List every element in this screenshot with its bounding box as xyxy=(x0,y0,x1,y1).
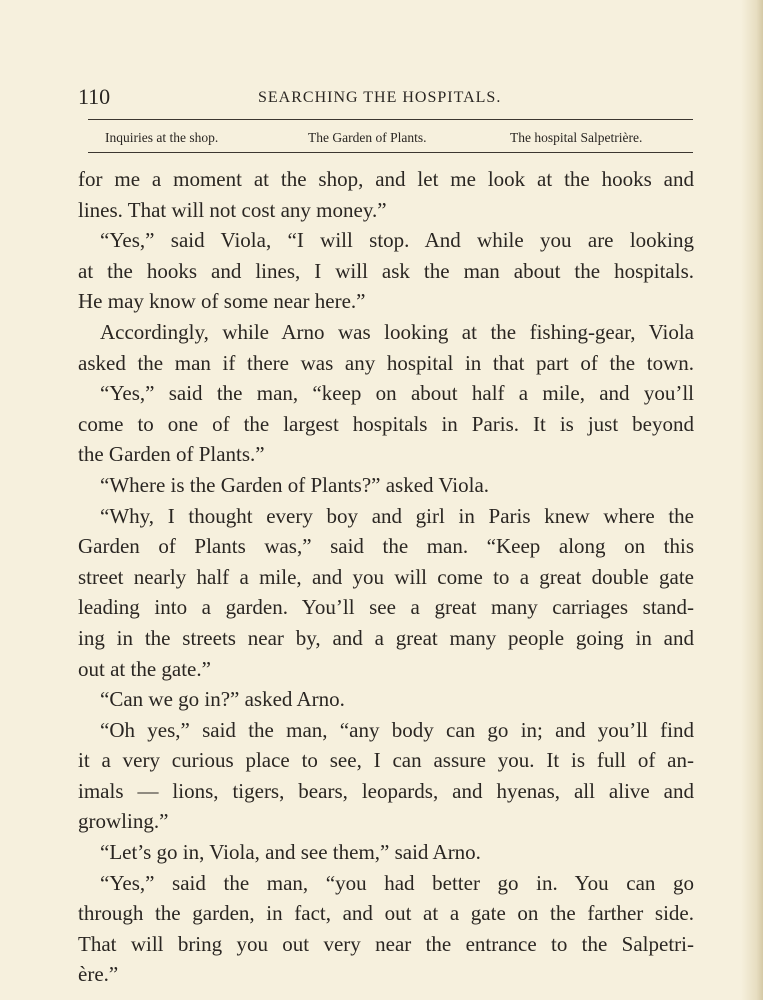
page-number: 110 xyxy=(78,84,111,109)
text-line: asked the man if there was any hospital in that part of the town. xyxy=(78,350,694,375)
text-line: imals — lions, tigers, bears, leopards, and hyenas, all alive and xyxy=(78,778,694,803)
text-line: lines. That will not cost any money.” xyxy=(78,197,387,222)
summary-item: The Garden of Plants. xyxy=(308,130,427,145)
text-line: “Yes,” said the man, “keep on about half a mile, and you’ll xyxy=(100,381,694,406)
text-line: “Yes,” said Viola, “I will stop. And while you are looking xyxy=(100,228,694,253)
running-head: SEARCHING THE HOSPITALS. xyxy=(258,89,502,106)
text-line: “Oh yes,” said the man, “any body can go in; and you’ll find xyxy=(100,717,694,742)
text-line: ère.” xyxy=(78,962,119,987)
text-line: come to one of the largest hospitals in Paris. It is just beyond xyxy=(78,411,694,436)
summary-item: Inquiries at the shop. xyxy=(105,130,219,145)
body-text xyxy=(78,164,694,990)
text-line: for me a moment at the shop, and let me look at the hooks and xyxy=(78,167,694,191)
text-line: That will bring you out very near the entrance to the Salpetri- xyxy=(78,931,694,956)
text-line: He may know of some near here.” xyxy=(78,289,366,314)
text-line: Garden of Plants was,” said the man. “Keep along on this xyxy=(78,534,694,559)
text-line: “Why, I thought every boy and girl in Paris knew where the xyxy=(100,503,694,528)
text-line: “Let’s go in, Viola, and see them,” said Arno. xyxy=(100,840,481,865)
text-line: at the hooks and lines, I will ask the man about the hospitals. xyxy=(78,258,694,283)
text-line: Accordingly, while Arno was looking at the fishing-gear, Viola xyxy=(100,319,694,344)
text-line: ing in the streets near by, and a great many people going in and xyxy=(78,625,694,650)
text-line: street nearly half a mile, and you will come to a great double gate xyxy=(78,564,694,589)
summary-rule-bottom xyxy=(88,152,693,153)
text-line: “Can we go in?” asked Arno. xyxy=(100,687,345,712)
text-line: out at the gate.” xyxy=(78,656,211,681)
summary-item: The hospital Salpetrière. xyxy=(510,130,643,145)
text-line: through the garden, in fact, and out at a gate on the farther side. xyxy=(78,901,694,926)
text-line: “Where is the Garden of Plants?” asked Viola. xyxy=(100,472,490,497)
text-line: leading into a garden. You’ll see a great many carriages stand- xyxy=(78,595,694,620)
page-header xyxy=(78,84,694,110)
text-line: it a very curious place to see, I can assure you. It is full of an- xyxy=(78,748,694,773)
text-line: the Garden of Plants.” xyxy=(78,442,265,467)
text-line: growling.” xyxy=(78,809,169,834)
summary-rule-top xyxy=(88,119,693,120)
text-line: “Yes,” said the man, “you had better go in. You can go xyxy=(100,870,694,895)
page-edge-shadow xyxy=(741,0,763,1000)
